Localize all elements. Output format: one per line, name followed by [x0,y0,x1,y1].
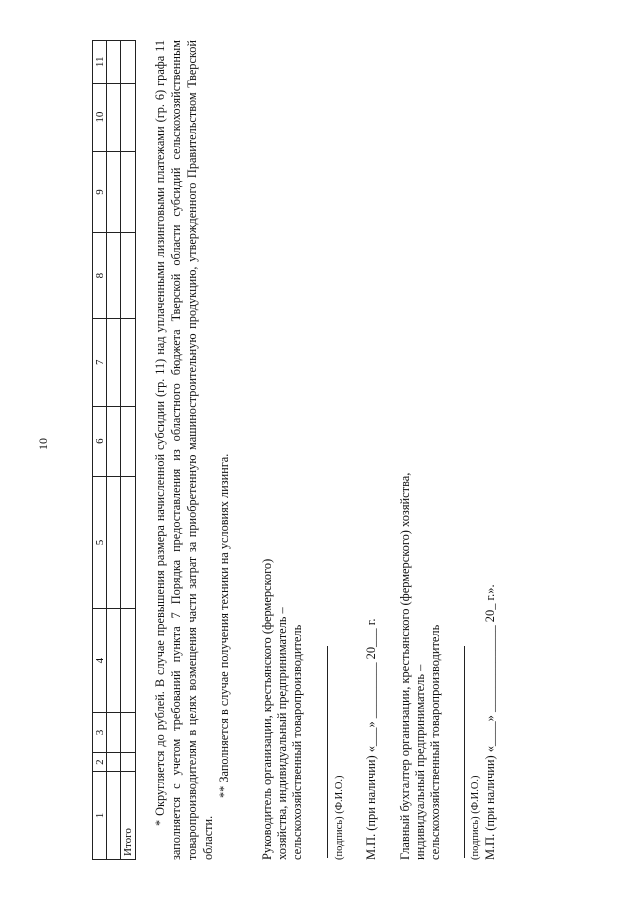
accountant-signature-stamp: М.П. (при наличии) «____» ______________ 20_ г.». [483,584,497,860]
head-signature-caption: (подпись) (Ф.И.О.) [334,775,345,860]
accountant-signature-line [464,646,465,858]
table-header-cell: 1 [93,771,107,859]
table-empty-row [107,41,121,860]
footnote-leasing: ** Заполняется в случае получения техники на условиях лизинга. [217,453,231,798]
table-header-cell: 3 [93,712,107,752]
table-header-cell: 11 [93,41,107,84]
table-total-row [121,41,136,860]
table-header-cell: 6 [93,406,107,476]
rotated-page-content [92,40,612,860]
accountant-signature-caption: (подпись) (Ф.И.О.) [470,775,481,860]
table-header-cell: 4 [93,609,107,712]
head-signature-title: Руководитель организации, крестьянского (фермерского) хозяйства, индивидуальный предприниматель – сельскохозяйственный товаропроизводитель [260,558,304,860]
table-header-cell: 10 [93,83,107,151]
table-header-cell: 5 [93,476,107,609]
table-header-row [93,41,107,860]
summary-table [92,40,136,860]
head-signature-line [327,646,328,858]
head-signature-stamp: М.П. (при наличии) «___» _________ 20___ г. [364,618,378,860]
page-number: 10 [36,438,50,450]
table-header-cell: 2 [93,753,107,772]
footnotes [152,40,232,860]
footnote-rounding: * Округляется до рублей. В случае превышения размера начисленной субсидии (гр. 11) над уплаченными лизинговыми платежами (гр. 6) графа 11 заполняется с учетом требований пункта 7 Порядка предоставления из областного бюджета Тверской области субсидий сельскохозяйственным товаропроизводителям в целях возмещения части затрат за приобретенную машиностроительную продукцию, утвержденного Правительством Тверской области. [153,40,215,860]
table-header-cell: 7 [93,318,107,406]
table-header-cell: 9 [93,151,107,233]
table-header-cell: 8 [93,233,107,319]
accountant-signature-title: Главный бухгалтер организации, крестьянского (фермерского) хозяйства, индивидуальный предприниматель – сельскохозяйственный товаропроизводитель [398,472,442,860]
total-label: Итого [121,771,136,859]
